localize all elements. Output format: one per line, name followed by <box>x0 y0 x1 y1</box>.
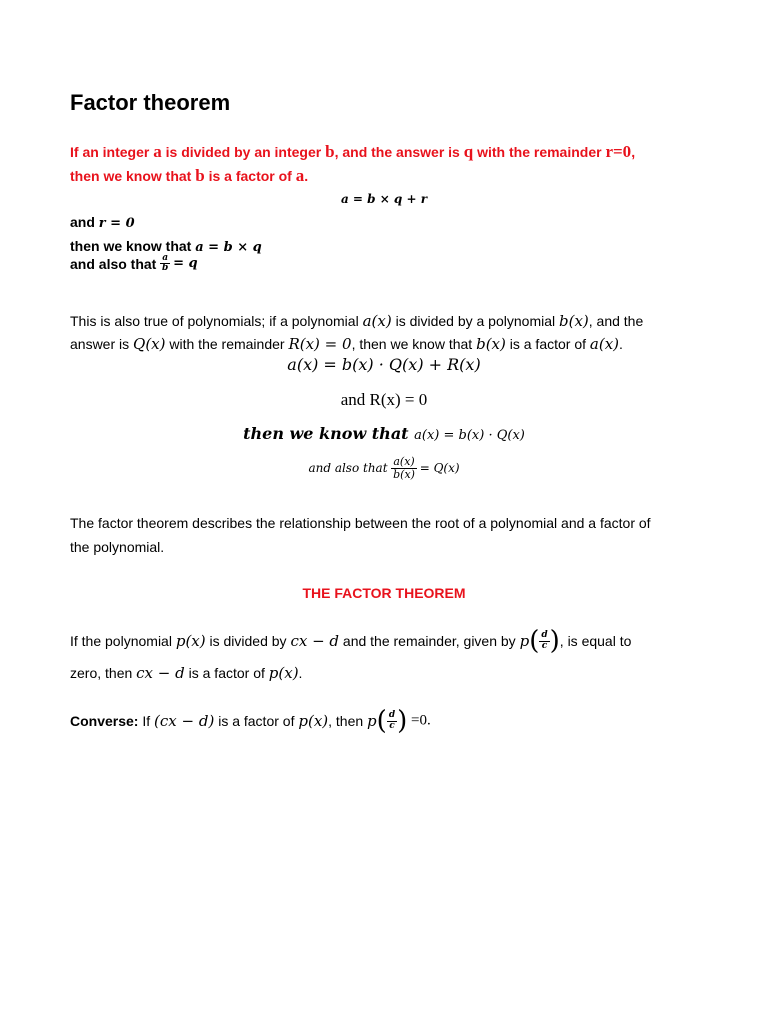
also-that-line: and also that $\frac{a}{b}$ = q <box>70 253 198 274</box>
also-poly-line: and also that $\frac{a(x)}{b(x)}$ = Q(x) <box>308 455 460 481</box>
converse-line: Converse: If (cx − d) is a factor of p(x), then p( $\frac{d}{c}$ ) =0. <box>70 706 431 736</box>
and-r-line: and r = 0 <box>70 214 135 231</box>
describes-line-1: The factor theorem describes the relationship between the root of a polynomial and a factor of <box>70 515 651 531</box>
fraction-d-over-c-converse: $\frac{d}{c}$ <box>388 710 396 731</box>
fraction-d-over-c: $\frac{d}{c}$ <box>541 630 548 651</box>
and-rx-line: and R(x) = 0 <box>340 390 428 409</box>
intro-line-1: If an integer a is divided by an integer b, and the answer is q with the remainder r=0, <box>70 142 636 161</box>
theorem-line-1: If the polynomial p(x) is divided by cx − d and the remainder, given by p( $\frac{d}{c}$ ), is equal to <box>70 626 632 656</box>
then-know-poly-line: then we know that a(x) = b(x) · Q(x) <box>243 424 525 443</box>
then-know-line: then we know that a = b × q <box>70 238 262 255</box>
poly-line-2: answer is Q(x) with the remainder R(x) = 0, then we know that b(x) is a factor of a(x). <box>70 335 623 353</box>
intro-line-2: then we know that b is a factor of a. <box>70 166 309 185</box>
section-heading: THE FACTOR THEOREM <box>302 585 466 601</box>
integer-equation: a = b × q + r <box>340 192 428 206</box>
describes-line-2: the polynomial. <box>70 539 165 555</box>
page-title: Factor theorem <box>70 90 231 115</box>
theorem-line-2: zero, then cx − d is a factor of p(x). <box>70 664 303 682</box>
fraction-ax-over-bx: $\frac{a(x)}{b(x)}$ <box>393 455 415 481</box>
converse-label: Converse: <box>70 713 139 729</box>
polynomial-equation: a(x) = b(x) · Q(x) + R(x) <box>287 355 481 374</box>
poly-line-1: This is also true of polynomials; if a polynomial a(x) is divided by a polynomial b(x), and the <box>70 312 644 330</box>
fraction-a-over-b: $\frac{a}{b}$ <box>162 253 169 274</box>
